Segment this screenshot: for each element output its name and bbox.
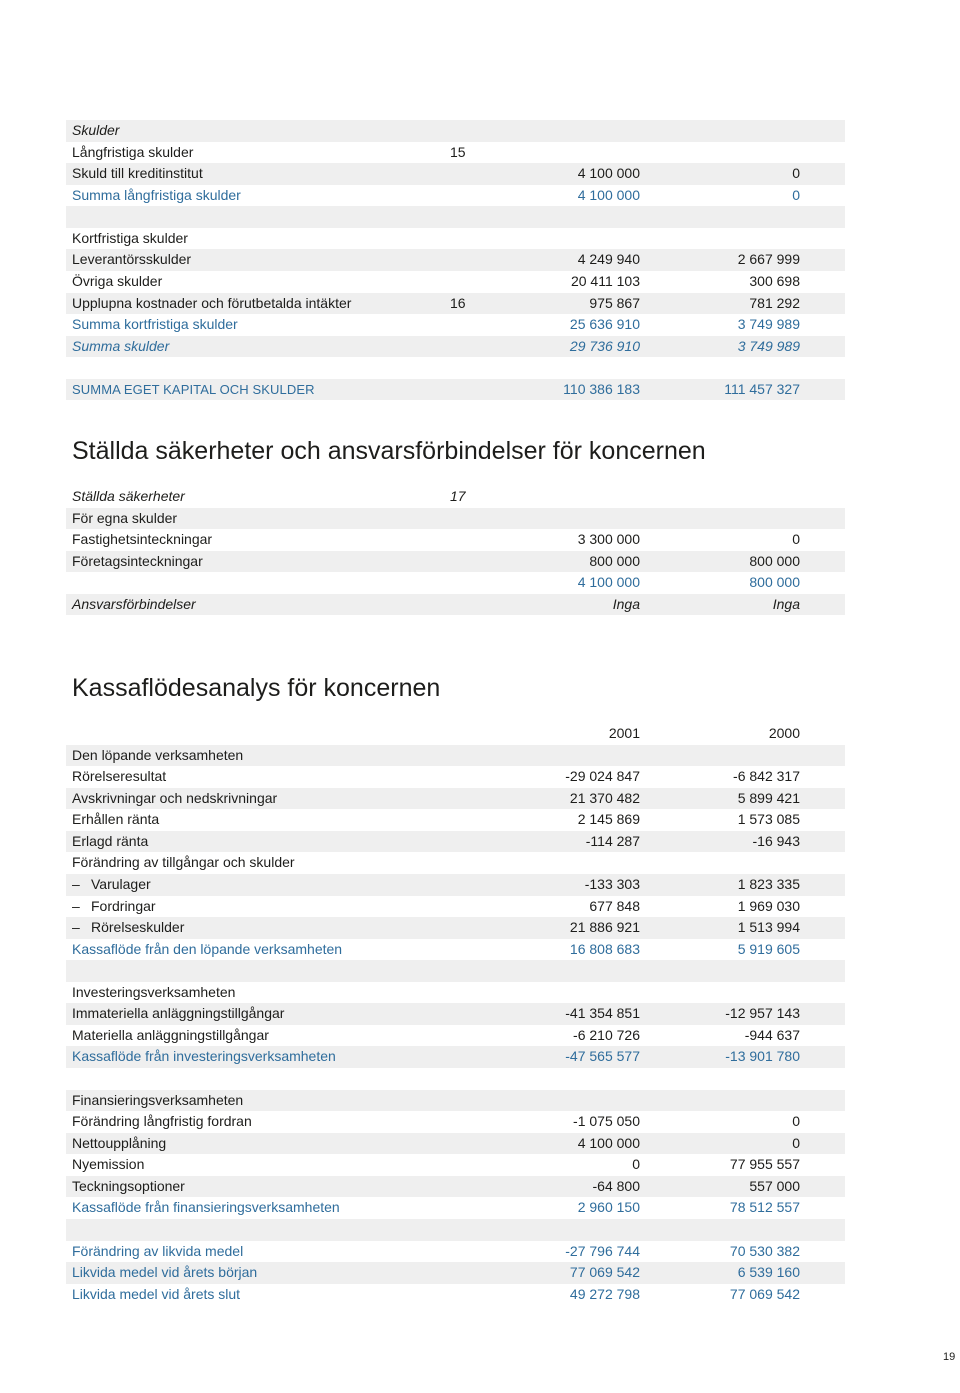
row-label: Rörelseresultat — [72, 768, 167, 785]
value-current-year: 4 100 000 — [577, 1134, 640, 1151]
row-label: Summa långfristiga skulder — [72, 186, 241, 203]
value-current-year: 49 272 798 — [569, 1285, 640, 1302]
value-current-year: -41 354 851 — [565, 1005, 640, 1022]
value-current-year: 4 100 000 — [577, 165, 640, 182]
blank-row — [66, 357, 845, 379]
row-label: Ställda säkerheter — [72, 488, 185, 504]
value-current-year: 3 300 000 — [577, 531, 640, 548]
value-prior-year: -6 842 317 — [733, 768, 800, 785]
row-label: Upplupna kostnader och förutbetalda intäkter — [72, 294, 352, 311]
table-row — [66, 249, 845, 271]
table-row — [66, 1025, 845, 1047]
table-row — [66, 486, 845, 508]
dash-marker: – — [72, 919, 80, 936]
table-row — [66, 1133, 845, 1155]
row-label: Likvida medel vid årets början — [72, 1264, 258, 1281]
row-label: Företagsinteckningar — [72, 552, 203, 569]
table-row — [66, 1003, 845, 1025]
value-prior-year: 1 969 030 — [737, 897, 800, 914]
table-row — [66, 120, 845, 142]
table-row — [66, 982, 845, 1004]
blank-row — [66, 206, 845, 228]
row-label: Fastighetsinteckningar — [72, 531, 213, 548]
table-row — [66, 809, 845, 831]
row-label: Summa skulder — [72, 337, 170, 354]
value-current-year: -27 796 744 — [565, 1242, 640, 1259]
table-row — [66, 1241, 845, 1263]
row-label: Kassaflöde från investeringsverksamheten — [72, 1048, 336, 1065]
dash-marker: – — [72, 897, 80, 914]
table-row — [66, 852, 845, 874]
value-prior-year: 0 — [792, 165, 800, 182]
value-prior-year: -16 943 — [752, 832, 800, 849]
page-number: 19 — [943, 1351, 956, 1363]
row-label: Övriga skulder — [72, 272, 163, 289]
row-label: Fordringar — [91, 897, 156, 914]
value-prior-year: 5 919 605 — [737, 940, 800, 957]
value-prior-year: 77 069 542 — [729, 1285, 800, 1302]
value-current-year: 25 636 910 — [569, 316, 640, 333]
table-row — [66, 551, 845, 573]
value-current-year: 975 867 — [589, 294, 640, 311]
value-prior-year: 300 698 — [749, 272, 800, 289]
table-row — [66, 336, 845, 358]
value-current-year: -64 800 — [592, 1177, 640, 1194]
table-row — [66, 529, 845, 551]
value-prior-year: 0 — [792, 186, 800, 203]
table-row — [66, 939, 845, 961]
value-prior-year: 800 000 — [749, 552, 800, 569]
row-label: Förändring av likvida medel — [72, 1242, 244, 1259]
value-prior-year: 5 899 421 — [737, 789, 800, 806]
value-prior-year: 0 — [792, 1113, 800, 1130]
cash-flow-heading: Kassaflödesanalys för koncernen — [72, 674, 441, 702]
row-label: Likvida medel vid årets slut — [72, 1285, 241, 1302]
table-row — [66, 1046, 845, 1068]
table-row — [66, 293, 845, 315]
year-current-header: 2001 — [608, 725, 640, 741]
value-current-year: -1 075 050 — [573, 1113, 640, 1130]
pledged-assets-heading: Ställda säkerheter och ansvarsförbindelser för koncernen — [72, 437, 706, 465]
value-prior-year: 111 457 327 — [724, 380, 800, 397]
value-prior-year: -13 901 780 — [725, 1048, 800, 1065]
table-row — [66, 271, 845, 293]
value-prior-year: 2 667 999 — [737, 251, 800, 268]
value-prior-year: 0 — [792, 1134, 800, 1151]
table-row — [66, 1262, 845, 1284]
value-prior-year: 1 573 085 — [737, 811, 800, 828]
table-row — [66, 1284, 845, 1306]
value-current-year: Inga — [612, 595, 640, 612]
table-row — [66, 1090, 845, 1112]
value-prior-year: 1 513 994 — [737, 919, 800, 936]
table-row — [66, 1154, 845, 1176]
year-header-row — [66, 723, 845, 745]
table-row — [66, 314, 845, 336]
value-prior-year: 70 530 382 — [729, 1242, 800, 1259]
value-prior-year: 6 539 160 — [737, 1264, 800, 1281]
table-row — [66, 1176, 845, 1198]
note-reference: 15 — [450, 143, 466, 160]
table-row — [66, 917, 845, 939]
row-label: Immateriella anläggningstillgångar — [72, 1005, 285, 1022]
value-current-year: -114 287 — [585, 832, 640, 849]
row-label: Den löpande verksamheten — [72, 746, 244, 763]
row-label: SUMMA EGET KAPITAL OCH SKULDER — [72, 381, 315, 397]
row-label: Leverantörsskulder — [72, 251, 192, 268]
row-label: Skulder — [72, 122, 120, 138]
blank-row — [66, 1068, 845, 1090]
value-current-year: 77 069 542 — [569, 1264, 640, 1281]
dash-marker: – — [72, 875, 80, 892]
value-prior-year: -944 637 — [744, 1026, 800, 1043]
liabilities-table — [66, 120, 845, 400]
value-current-year: 800 000 — [589, 552, 640, 569]
value-current-year: -29 024 847 — [565, 768, 640, 785]
value-current-year: 4 100 000 — [577, 186, 640, 203]
value-current-year: 21 370 482 — [569, 789, 640, 806]
row-label: Kassaflöde från den löpande verksamheten — [72, 940, 343, 957]
value-current-year: 2 960 150 — [577, 1199, 640, 1216]
row-label: Nettoupplåning — [72, 1134, 167, 1151]
row-label: Rörelseskulder — [91, 919, 185, 936]
row-label: Erhållen ränta — [72, 811, 160, 828]
value-current-year: -6 210 726 — [573, 1026, 640, 1043]
row-label: Förändring långfristig fordran — [72, 1113, 252, 1130]
row-label: Investeringsverksamheten — [72, 983, 236, 1000]
row-label: Summa kortfristiga skulder — [72, 316, 238, 333]
value-prior-year: 0 — [792, 531, 800, 548]
table-row — [66, 508, 845, 530]
pledged-table — [66, 486, 845, 615]
value-prior-year: 800 000 — [749, 574, 800, 591]
table-row — [66, 896, 845, 918]
cashflow-table — [66, 723, 845, 1305]
row-label: Materiella anläggningstillgångar — [72, 1026, 269, 1043]
row-label: Erlagd ränta — [72, 832, 149, 849]
table-row — [66, 831, 845, 853]
value-prior-year: 78 512 557 — [729, 1199, 800, 1216]
value-current-year: 4 100 000 — [577, 574, 640, 591]
value-prior-year: 557 000 — [749, 1177, 800, 1194]
table-row — [66, 766, 845, 788]
row-label: Skuld till kreditinstitut — [72, 165, 203, 182]
value-prior-year: 781 292 — [749, 294, 800, 311]
table-row — [66, 572, 845, 594]
table-row — [66, 185, 845, 207]
value-current-year: 4 249 940 — [577, 251, 640, 268]
table-row — [66, 379, 845, 401]
table-row — [66, 1111, 845, 1133]
row-label: Kortfristiga skulder — [72, 229, 188, 246]
row-label: Långfristiga skulder — [72, 143, 194, 160]
value-prior-year: 3 749 989 — [737, 337, 800, 354]
year-prior-header: 2000 — [768, 725, 800, 741]
value-prior-year: Inga — [772, 595, 800, 612]
value-current-year: 21 886 921 — [569, 919, 640, 936]
value-prior-year: 77 955 557 — [729, 1156, 800, 1173]
row-label: Varulager — [91, 875, 151, 892]
row-label: Förändring av tillgångar och skulder — [72, 854, 295, 871]
blank-row — [66, 960, 845, 982]
row-label: Avskrivningar och nedskrivningar — [72, 789, 278, 806]
value-prior-year: 3 749 989 — [737, 316, 800, 333]
table-row — [66, 874, 845, 896]
row-label: Teckningsoptioner — [72, 1177, 185, 1194]
value-current-year: 16 808 683 — [569, 940, 640, 957]
note-reference: 16 — [450, 294, 466, 311]
value-current-year: 110 386 183 — [563, 380, 640, 397]
value-current-year: 0 — [632, 1156, 640, 1173]
value-current-year: 677 848 — [589, 897, 640, 914]
blank-row — [66, 1219, 845, 1241]
table-row — [66, 788, 845, 810]
table-row — [66, 1197, 845, 1219]
value-prior-year: 1 823 335 — [737, 875, 800, 892]
row-label: Kassaflöde från finansieringsverksamheten — [72, 1199, 340, 1216]
value-prior-year: -12 957 143 — [725, 1005, 800, 1022]
table-row — [66, 142, 845, 164]
note-reference: 17 — [450, 488, 466, 504]
value-current-year: -47 565 577 — [565, 1048, 640, 1065]
table-row — [66, 163, 845, 185]
table-row — [66, 745, 845, 767]
row-label: Finansieringsverksamheten — [72, 1091, 244, 1108]
row-label: För egna skulder — [72, 509, 178, 526]
value-current-year: 20 411 103 — [570, 272, 640, 289]
value-current-year: 2 145 869 — [577, 811, 640, 828]
value-current-year: 29 736 910 — [569, 337, 640, 354]
table-row — [66, 594, 845, 616]
value-current-year: -133 303 — [584, 875, 640, 892]
row-label: Ansvarsförbindelser — [72, 595, 196, 612]
row-label: Nyemission — [72, 1156, 145, 1173]
table-row — [66, 228, 845, 250]
